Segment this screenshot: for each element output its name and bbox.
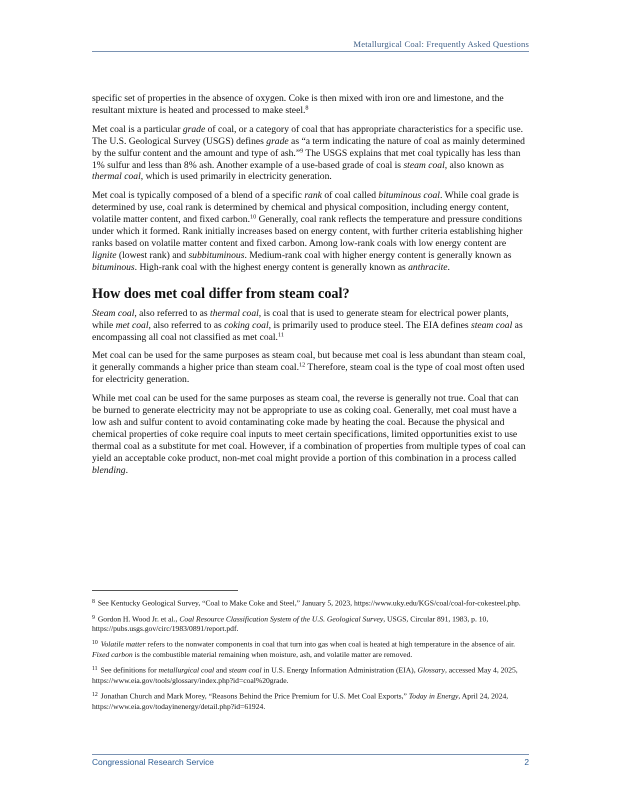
paragraph: Steam coal, also referred to as thermal coal, is coal that is used to generate steam for electrical power plants, while met coal, also referred to as coking coal, is primarily used to produce steel. The EIA defines steam coal as encompassing all coal not classified as met coal.$^{11}$ — [92, 307, 523, 343]
footnote-ref[interactable]: 11 — [277, 331, 284, 339]
paragraph: specific set of properties in the absence of oxygen. Coke is then mixed with iron ore and limestone, and the resultant mixture is heated and processed to make steel.$^8$ — [92, 93, 504, 116]
header-divider — [92, 51, 529, 52]
footnote-ref[interactable]: 10 — [249, 213, 257, 221]
footnote-ref[interactable]: 12 — [299, 361, 306, 369]
footnote-divider — [92, 590, 238, 591]
footer-divider — [92, 754, 529, 755]
footnote: $^{12}$ Jonathan Church and Mark Morey, “Reasons Behind the Price Premium for U.S. Met Coal Exports,” Today in Energy, April 24, 2024, https://www.eia.gov/todayinenergy/detail.php?id=61924. — [92, 691, 509, 711]
section-heading: How does met coal differ from steam coal? — [92, 285, 350, 302]
document-body — [92, 93, 529, 483]
page-number: 2 — [524, 757, 529, 767]
paragraph: While met coal can be used for the same purposes as steam coal, the reverse is generally not true. Coal that can be burned to generate electricity may not be appropriate to use as coking coal. Generally, met coal must have a low ash and sulfur content to avoid contaminating coke made by heating the coal. Because the physical and chemical properties of coke require coal inputs to meet certain specifications, limited opportunities exist to use thermal coal as a substitute for met coal. However, if a combination of properties from multiple types of coal can yield an acceptable coke product, non-met coal might provide a portion of this combination in a process called blending. — [92, 393, 526, 476]
footnote: $^9$ Gordon H. Wood Jr. et al., Coal Resource Classification System of the U.S. Geological Survey, USGS, Circular 891, 1983, p. 10, https://pubs.usgs.gov/circ/1983/0891/report.pdf. — [92, 614, 489, 634]
footnote-ref[interactable]: 8 — [305, 104, 309, 112]
footnote: $^8$ See Kentucky Geological Survey, “Coal to Make Coke and Steel,” January 5, 2023, https://www.uky.edu/KGS/coal/coal-for-cokesteel.php. — [92, 598, 521, 608]
paragraph: Met coal is a particular grade of coal, or a category of coal that has appropriate characteristics for a specific use. The U.S. Geological Survey (USGS) defines grade as “a term indicating the nature of coal as mainly determined by the sulfur content and the amount and type of ash.”$^9$ The USGS explains that met coal typically has less than 1% sulfur and less than 8% ash. Another example of a use-based grade of coal is steam coal, also known as thermal coal, which is used primarily in electricity generation. — [92, 123, 525, 183]
footnote-ref[interactable]: 9 — [300, 147, 304, 155]
paragraph: Met coal can be used for the same purposes as steam coal, but because met coal is less abundant than steam coal, it generally commands a higher price than steam coal.$^{12}$ Therefore, steam coal is the type of coal most often used for electricity generation. — [92, 350, 526, 386]
footnotes — [92, 597, 529, 716]
footnote: $^{11}$ See definitions for metallurgical coal and steam coal in U.S. Energy Information Administration (EIA), Glossary, accessed May 4, 2025, https://www.eia.gov/tools/glossary/index.php?id=coal%20grade. — [92, 665, 518, 685]
footer-organization: Congressional Research Service — [92, 757, 214, 767]
running-header: Metallurgical Coal: Frequently Asked Questions — [353, 39, 529, 49]
paragraph: Met coal is typically composed of a blend of a specific rank of coal called bituminous coal. While coal grade is determined by use, coal rank is determined by chemical and physical composition, including energy content, volatile matter content, and fixed carbon.$^{10}$ Generally, coal rank reflects the temperature and pressure conditions under which it formed. Rank initially increases based on energy content, with further criteria establishing higher ranks based on volatile matter content and fixed carbon. Among low-rank coals with low energy content are lignite (lowest rank) and subbituminous. Medium-rank coal with higher energy content is generally known as bituminous. High-rank coal with the highest energy content is generally known as anthracite. — [92, 190, 523, 273]
footnote: $^{10}$ Volatile matter refers to the nonwater components in coal that turn into gas when coal is heated at high temperature in the absence of air. Fixed carbon is the combustible material remaining when moisture, ash, and volatile matter are removed. — [92, 640, 516, 660]
